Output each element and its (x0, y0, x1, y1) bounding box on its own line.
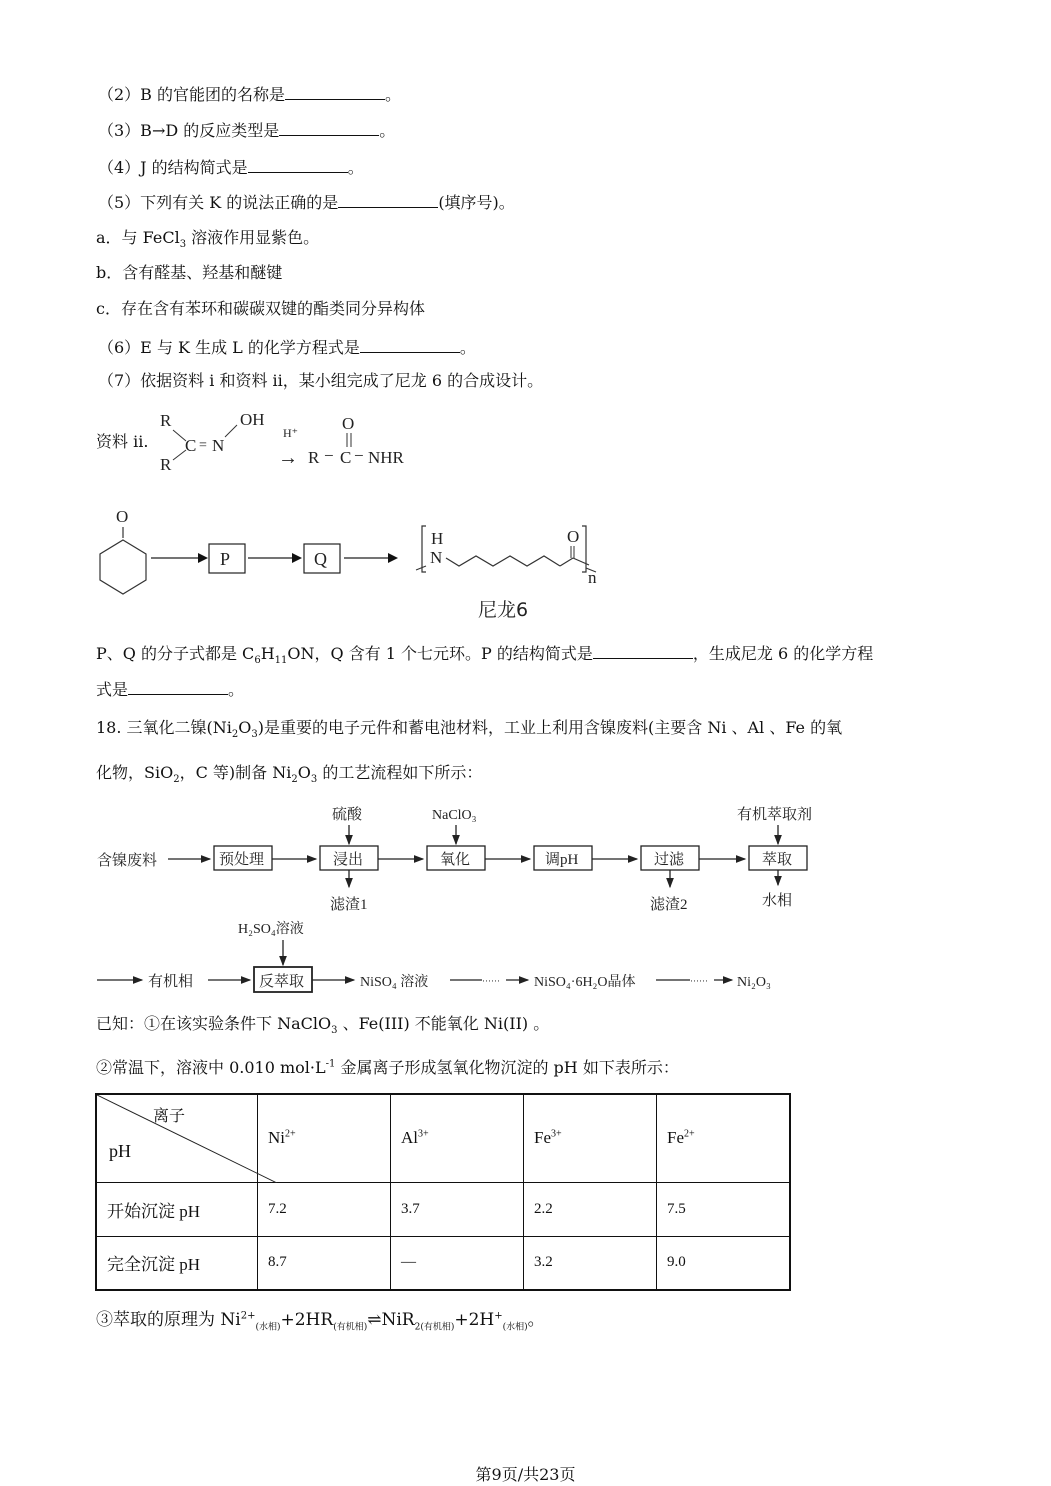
flow-input-label: 有机萃取剂 (737, 807, 813, 823)
answer-blank[interactable] (360, 336, 460, 353)
known-2: ②常温下，溶液中 0.010 $mol\cdot L^{-1}$ 金属离子形成氢氧化物沉淀的 pH 如下表所示： (96, 1058, 679, 1077)
table-header-row (96, 1094, 790, 1182)
r-bottom: R (160, 455, 172, 474)
question-6: （6）E 与 K 生成 L 的化学方程式是 。 (98, 338, 476, 357)
flow-box-label: 过滤 (654, 852, 685, 868)
question-5: （5）下列有关 K 的说法正确的是 (填序号)。 (98, 193, 515, 212)
page-footer: 第9页/共23页 (475, 1465, 576, 1484)
table-row (96, 1182, 790, 1236)
right-bracket (582, 526, 586, 572)
flow-input-label: NaClO₃ (432, 808, 477, 823)
flow-step: NiSO₄·6H₂O晶体 (534, 975, 636, 990)
reaction-arrow: → (278, 447, 298, 469)
question-7: （7）依据资料 i 和资料 ii，某小组完成了尼龙 6 的合成设计。 (98, 371, 544, 390)
question-4: （4）J 的结构简式是 。 (98, 158, 364, 177)
catalyst-label: H⁺ (283, 426, 298, 440)
corner-top-label: 离子 (153, 1108, 186, 1125)
carbon-chain (446, 556, 560, 566)
option-b: b．含有醛基、羟基和醚键 (96, 263, 283, 282)
process-flow-diagram (90, 795, 850, 1000)
material-ii-label: 资料 ii. (96, 432, 149, 451)
bond-line (560, 558, 573, 566)
flow-box-label: 萃取 (762, 852, 793, 868)
r-top: R (160, 411, 172, 430)
nylon6-synthesis-diagram (90, 500, 630, 625)
corner-cell (96, 1094, 258, 1182)
question-18-line1: 18. 三氧化二镍$(Ni_2O_3)$是重要的电子元件和蓄电池材料，工业上利用含镍废料(主要含 Ni 、Al 、Fe 的氧 (96, 718, 843, 741)
oh-group: OH (240, 410, 265, 429)
flow-start: 含镍废料 (97, 853, 158, 869)
product-nhr: NHR (368, 448, 404, 467)
known-1: 已知：①在该实验条件下 NaClO$_3$ 、Fe(III) 不能氧化 Ni(II) 。 (96, 1014, 550, 1037)
product-dash: − (354, 446, 364, 465)
ion-header: $Fe^{3+}$ (524, 1094, 657, 1182)
flow-box-label: 氧化 (440, 852, 471, 868)
flow-box-label: 调pH (545, 852, 579, 868)
extraction-principle: ③萃取的原理为 $Ni^{2+}_{(水相)}+2HR_{(有机相)}\rightleftharpoons NiR_{2(有机相)}+2H^+_{(水相)}$。 (96, 1310, 545, 1333)
flow-box-label: 反萃取 (259, 974, 305, 990)
product-c: C (340, 448, 352, 467)
product-o: O (342, 414, 355, 433)
arrow-head (388, 553, 398, 563)
flow-dots: ······ (482, 976, 500, 986)
row-label: 开始沉淀 pH (96, 1182, 258, 1236)
flow-step: NiSO₄ 溶液 (360, 975, 429, 990)
ph-table (95, 1093, 791, 1291)
flow-final: Ni₂O₃ (737, 975, 771, 990)
answer-blank[interactable] (279, 119, 379, 136)
equilibrium-arrow: ⇌ (367, 1310, 382, 1330)
pq-description-line2: 式是 。 (96, 680, 245, 699)
polymer-o: O (567, 527, 580, 546)
flow-box-label: 浸出 (333, 852, 364, 868)
product-r: R (308, 448, 320, 467)
ketone-oxygen: O (116, 507, 129, 526)
product-dash: − (324, 446, 334, 465)
pq-description-line1: P、Q 的分子式都是 $C_6H_{11}ON$，Q 含有 1 个七元环。P 的结构简式是 ，生成尼龙 6 的化学方程 (96, 644, 874, 667)
table-cell: — (391, 1236, 524, 1290)
ion-header: $Fe^{2+}$ (657, 1094, 791, 1182)
c-atom: C (185, 436, 197, 455)
answer-blank[interactable] (248, 156, 348, 173)
material-ii-reaction (150, 405, 440, 480)
diagonal-line (97, 1095, 277, 1183)
double-bond: = (199, 438, 207, 453)
table-cell: 3.2 (524, 1236, 657, 1290)
bond-line (225, 425, 237, 437)
table-cell: 2.2 (524, 1182, 657, 1236)
arrow-head (198, 553, 208, 563)
flow-output-label: 滤渣2 (650, 897, 688, 913)
answer-blank[interactable] (338, 191, 438, 208)
option-a: a．与 FeCl$_3$ 溶液作用显紫色。 (96, 228, 320, 251)
flow-row2-start: 有机相 (148, 974, 194, 990)
flow-input-label: 硫酸 (332, 807, 363, 823)
polymer-n-subscript: n (588, 568, 597, 587)
flow-output-label: 滤渣1 (330, 897, 368, 913)
row-label: 完全沉淀 pH (96, 1236, 258, 1290)
box-q-label: Q (314, 549, 327, 569)
polymer-n: N (430, 548, 443, 567)
answer-blank[interactable] (128, 678, 228, 695)
ion-header: $Al^{3+}$ (391, 1094, 524, 1182)
option-c: c．存在含有苯环和碳碳双键的酯类同分异构体 (96, 299, 425, 318)
flow-output-label: 水相 (762, 893, 793, 909)
table-cell: 8.7 (258, 1236, 391, 1290)
left-bracket (422, 526, 426, 572)
cyclohexanone-ring (100, 540, 146, 594)
answer-blank[interactable] (593, 642, 693, 659)
corner-bottom-label: pH (109, 1141, 131, 1161)
bond-line (416, 566, 426, 570)
box-p-label: P (220, 549, 231, 569)
table-cell: 7.2 (258, 1182, 391, 1236)
table-cell: 9.0 (657, 1236, 791, 1290)
n-atom: N (212, 436, 225, 455)
question-2: （2）B 的官能团的名称是 。 (98, 85, 402, 104)
polymer-h: H (431, 529, 444, 548)
table-cell: 3.7 (391, 1182, 524, 1236)
table-row (96, 1236, 790, 1290)
arrow-head (292, 553, 302, 563)
nylon6-caption: 尼龙6 (478, 599, 529, 621)
flow-dots: ······ (690, 976, 708, 986)
flow-box-label: 预处理 (219, 852, 265, 868)
answer-blank[interactable] (285, 83, 385, 100)
table-cell: 7.5 (657, 1182, 791, 1236)
question-18-line2: 化物，SiO$_2$，C 等)制备 $Ni_2O_3$ 的工艺流程如下所示： (96, 763, 483, 786)
flow-input-label: H₂SO₄溶液 (238, 922, 304, 937)
question-3: （3）B→D 的反应类型是 。 (98, 121, 396, 140)
ion-header: $Ni^{2+}$ (258, 1094, 391, 1182)
